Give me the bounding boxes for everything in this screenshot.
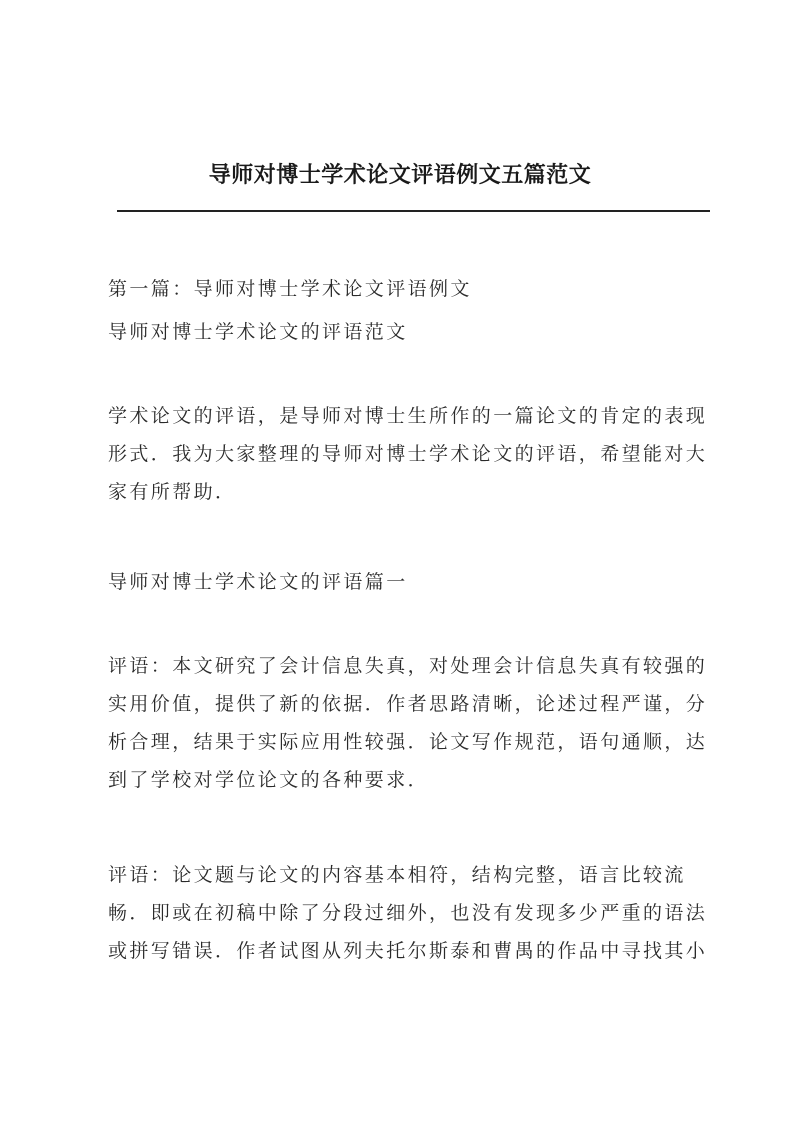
comment-line: 评语：本文研究了会计信息失真，对处理会计信息失真有较强的 bbox=[108, 655, 708, 677]
comment-line: 实用价值，提供了新的依据．作者思路清晰，论述过程严谨，分 bbox=[108, 693, 708, 715]
comment-line: 到了学校对学位论文的各种要求． bbox=[108, 769, 430, 791]
sub-heading bbox=[108, 313, 708, 351]
comment-paragraph-1 bbox=[108, 647, 708, 799]
intro-line: 家有所帮助． bbox=[108, 481, 237, 503]
chapter-heading bbox=[108, 270, 708, 308]
section-heading bbox=[108, 563, 708, 601]
intro-paragraph bbox=[108, 397, 708, 511]
chapter-heading-text: 第一篇：导师对博士学术论文评语例文 bbox=[108, 278, 472, 300]
intro-line: 形式．我为大家整理的导师对博士学术论文的评语，希望能对大 bbox=[108, 443, 708, 465]
section-heading-text: 导师对博士学术论文的评语篇一 bbox=[108, 571, 408, 593]
sub-heading-text: 导师对博士学术论文的评语范文 bbox=[108, 321, 408, 343]
intro-line: 学术论文的评语，是导师对博士生所作的一篇论文的肯定的表现 bbox=[108, 405, 708, 427]
comment-paragraph-2 bbox=[108, 856, 708, 970]
comment-line: 畅．即或在初稿中除了分段过细外，也没有发现多少严重的语法 bbox=[108, 902, 708, 924]
title-divider bbox=[117, 210, 710, 212]
comment-line: 评语：论文题与论文的内容基本相符，结构完整，语言比较流 bbox=[108, 864, 686, 886]
document-title: 导师对博士学术论文评语例文五篇范文 bbox=[208, 162, 592, 188]
comment-line: 或拼写错误．作者试图从列夫托尔斯泰和曹禺的作品中寻找其小 bbox=[108, 940, 708, 962]
comment-line: 析合理，结果于实际应用性较强．论文写作规范，语句通顺，达 bbox=[108, 731, 708, 753]
